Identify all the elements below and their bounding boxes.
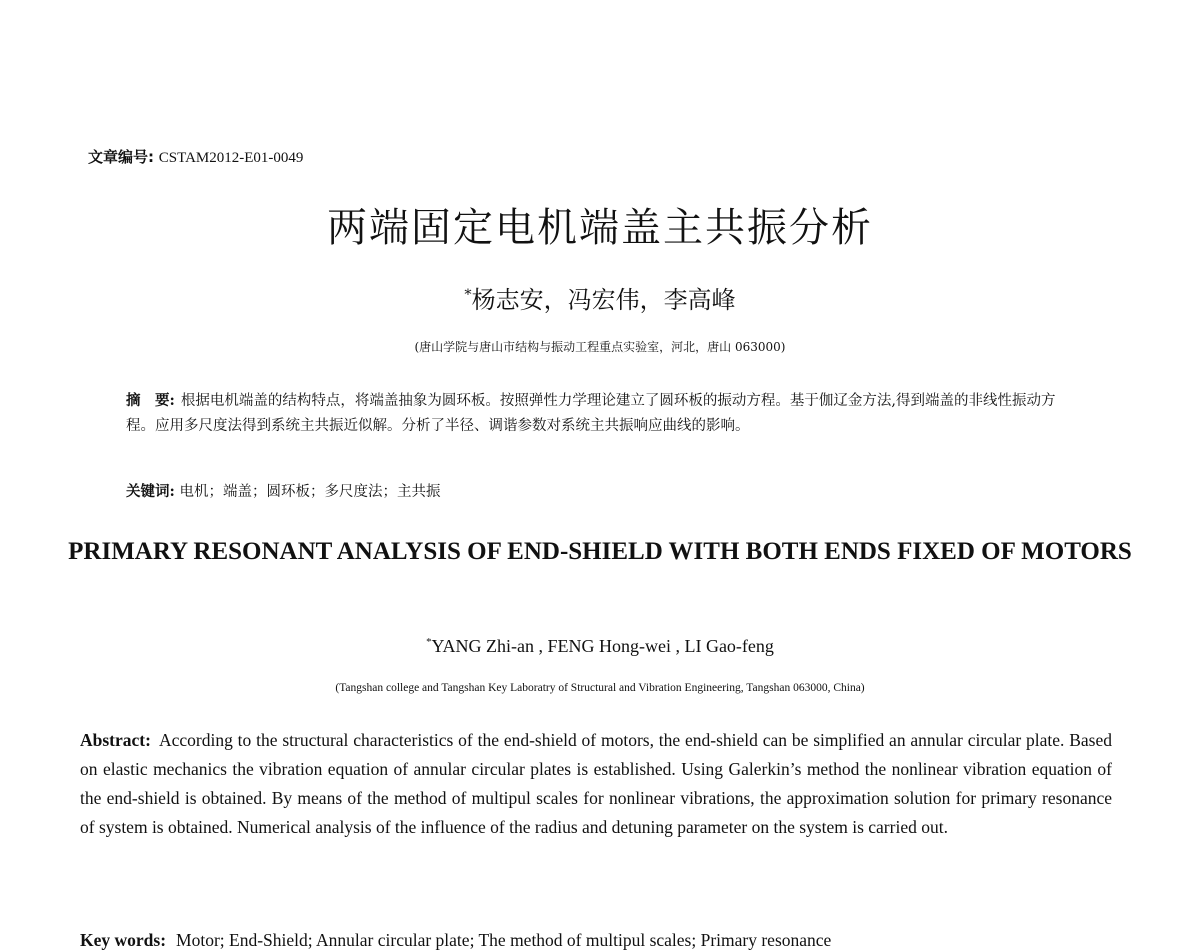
chinese-abstract-label: 摘 要:: [126, 392, 175, 409]
chinese-author-names: 杨志安，冯宏伟，李高峰: [471, 286, 736, 314]
english-keywords-label: Key words:: [80, 930, 167, 950]
chinese-keywords: [126, 482, 1074, 502]
english-abstract-label: Abstract:: [80, 730, 151, 750]
chinese-affiliation: (唐山学院与唐山市结构与振动工程重点实验室，河北，唐山 063000): [414, 340, 786, 354]
english-keywords: [80, 929, 1120, 952]
english-author-names: YANG Zhi-an , FENG Hong-wei , LI Gao-feng: [431, 636, 774, 656]
article-number: [88, 146, 303, 167]
corresponding-author-mark-en: *: [426, 636, 432, 648]
english-keywords-text: Motor; End-Shield; Annular circular plate; The method of multipul scales; Primary resonance: [176, 930, 832, 950]
english-abstract: [80, 726, 1112, 842]
english-affiliation: (Tangshan college and Tangshan Key Laboratry of Structural and Vibration Engineering, Tangshan 063000, China): [335, 682, 865, 694]
english-authors: [0, 636, 1200, 657]
article-number-value: CSTAM2012-E01-0049: [158, 150, 304, 166]
chinese-abstract-text: 根据电机端盖的结构特点，将端盖抽象为圆环板。按照弹性力学理论建立了圆环板的振动方程。基于伽辽金方法,得到端盖的非线性振动方程。应用多尺度法得到系统主共振近似解。分析了半径、调谐参数对系统主共振响应曲线的影响。: [126, 393, 1056, 434]
chinese-abstract: [126, 388, 1074, 439]
chinese-authors: [0, 280, 1200, 315]
article-number-label: 文章编号:: [88, 148, 154, 166]
corresponding-author-mark: *: [464, 287, 472, 303]
chinese-keywords-label: 关键词:: [126, 483, 175, 500]
chinese-keywords-text: 电机；端盖；圆环板；多尺度法；主共振: [179, 484, 441, 500]
english-abstract-text: According to the structural characteristics of the end-shield of motors, the end-shield can be simplified an annular circular plate. Based on elastic mechanics the vibration equation of annular circular plates is established. Using Galerkin’s method the nonlinear vibration equation of the end-shield is obtained. By means of the method of multipul scales for nonlinear vibrations, the approximation solution for primary resonance of system is obtained. Numerical analysis of the influence of the radius and detuning parameter on the system is carried out.: [80, 730, 1112, 837]
chinese-title: 两端固定电机端盖主共振分析: [327, 205, 873, 251]
english-title: PRIMARY RESONANT ANALYSIS OF END-SHIELD WITH BOTH ENDS FIXED OF MOTORS: [68, 538, 1132, 565]
